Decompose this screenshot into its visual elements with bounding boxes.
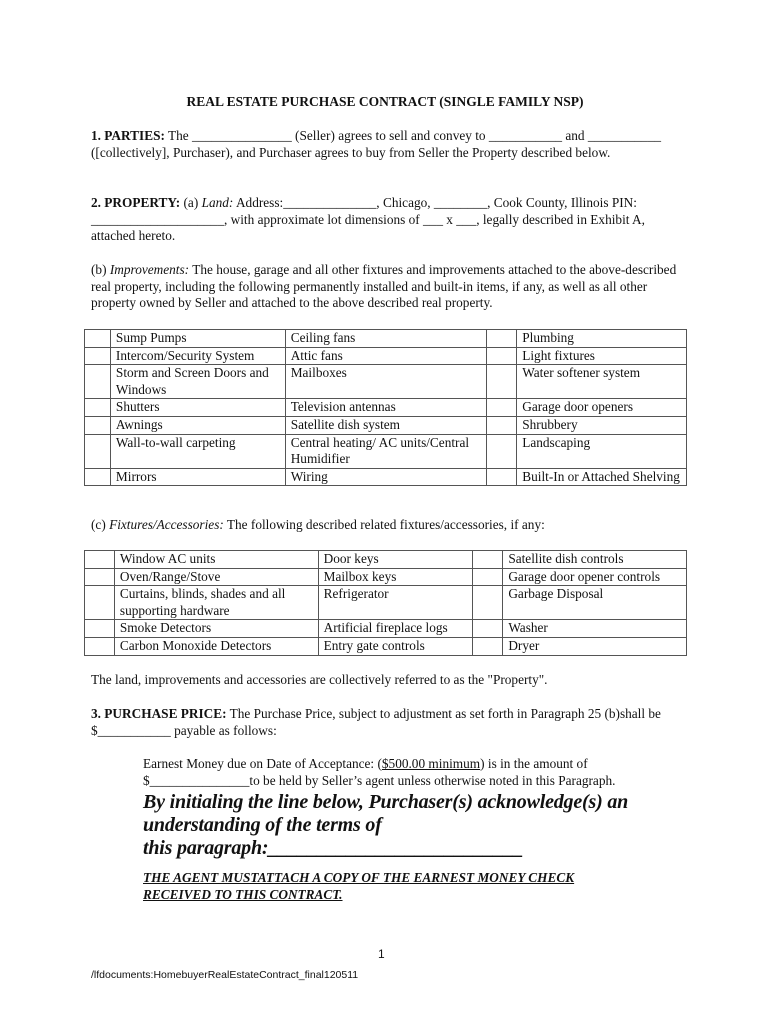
table-cell: Garbage Disposal xyxy=(503,586,687,620)
collective-text: The land, improvements and accessories are collectively referred to as the "Property". xyxy=(91,672,548,687)
blank-cell xyxy=(487,434,517,468)
earnest-money-text xyxy=(143,756,663,789)
agent-warning xyxy=(143,869,663,903)
blank-cell xyxy=(85,551,115,569)
blank-cell xyxy=(85,399,111,417)
property-land-section xyxy=(91,195,691,245)
table-cell: Satellite dish system xyxy=(285,416,487,434)
blank-cell xyxy=(85,586,115,620)
fixtures-table xyxy=(84,550,687,656)
table-cell: Garage door opener controls xyxy=(503,568,687,586)
table-cell: Garage door openers xyxy=(517,399,687,417)
table-cell: Oven/Range/Stove xyxy=(114,568,318,586)
fixtures-text: The following described related fixtures/accessories, if any: xyxy=(223,517,545,532)
table-cell: Carbon Monoxide Detectors xyxy=(114,637,318,655)
purchase-price-section xyxy=(91,706,691,739)
table-cell: Curtains, blinds, shades and all supporting hardware xyxy=(114,586,318,620)
table-row xyxy=(85,347,687,365)
table-cell: Light fixtures xyxy=(517,347,687,365)
earnest-prefix: Earnest Money due on Date of Acceptance: ( xyxy=(143,756,382,771)
initial-line-2: understanding of the terms of xyxy=(143,814,382,836)
purchase-price-heading: 3. PURCHASE PRICE: xyxy=(91,706,227,721)
blank-cell xyxy=(85,347,111,365)
table-cell: Shrubbery xyxy=(517,416,687,434)
table-cell: Ceiling fans xyxy=(285,330,487,348)
land-prefix: (a) xyxy=(180,195,202,210)
blank-cell xyxy=(85,468,111,486)
blank-cell xyxy=(487,330,517,348)
table-cell: Entry gate controls xyxy=(318,637,473,655)
document-title: REAL ESTATE PURCHASE CONTRACT (SINGLE FAMILY NSP) xyxy=(186,94,584,109)
initial-acknowledgement xyxy=(143,791,663,860)
blank-cell xyxy=(473,551,503,569)
table-cell: Smoke Detectors xyxy=(114,620,318,638)
table-cell: Window AC units xyxy=(114,551,318,569)
parties-text: The _______________ (Seller) agrees to sell and convey to ___________ and ___________ ([collectively], Purchaser), and Purchaser agrees to buy from Seller the Property described below. xyxy=(91,128,661,160)
blank-cell xyxy=(85,416,111,434)
table-cell: Mailbox keys xyxy=(318,568,473,586)
table-cell: Water softener system xyxy=(517,365,687,399)
initial-line-3: this paragraph:__________________________ xyxy=(143,837,524,859)
blank-cell xyxy=(487,399,517,417)
blank-cell xyxy=(473,620,503,638)
table-cell: Central heating/ AC units/Central Humidifier xyxy=(285,434,487,468)
table-cell: Wiring xyxy=(285,468,487,486)
blank-cell xyxy=(85,637,115,655)
blank-cell xyxy=(85,568,115,586)
initial-line-1: By initialing the line below, Purchaser(s) acknowledge(s) an xyxy=(143,791,629,813)
table-cell: Shutters xyxy=(110,399,285,417)
table-row xyxy=(85,568,687,586)
improvements-label: Improvements: xyxy=(109,262,190,277)
parties-heading: 1. PARTIES: xyxy=(91,128,165,143)
table-cell: Mirrors xyxy=(110,468,285,486)
table-cell: Dryer xyxy=(503,637,687,655)
table-cell: Built-In or Attached Shelving xyxy=(517,468,687,486)
blank-cell xyxy=(487,416,517,434)
table-row xyxy=(85,330,687,348)
property-improvements-section xyxy=(91,262,691,312)
table-cell: Satellite dish controls xyxy=(503,551,687,569)
table-row xyxy=(85,434,687,468)
property-heading: 2. PROPERTY: xyxy=(91,195,181,210)
blank-cell xyxy=(487,468,517,486)
table-row xyxy=(85,416,687,434)
table-cell: Sump Pumps xyxy=(110,330,285,348)
table-cell: Plumbing xyxy=(517,330,687,348)
improvements-table xyxy=(84,329,687,486)
table-row xyxy=(85,637,687,655)
table-cell: Attic fans xyxy=(285,347,487,365)
land-label: Land: xyxy=(201,195,234,210)
blank-cell xyxy=(473,586,503,620)
improvements-text: The house, garage and all other fixtures and improvements attached to the above-described real property, including the following permanently installed and built-in items, if any, as well as all other property owned by Seller and attached to the above described real property. xyxy=(91,262,677,310)
land-text: Address:______________, Chicago, ________, Cook County, Illinois PIN: ____________________, with approximate lot dimensions of ___ x ___, legally described in Exhibit A, attached hereto. xyxy=(91,195,645,243)
blank-cell xyxy=(473,637,503,655)
table-cell: Artificial fireplace logs xyxy=(318,620,473,638)
table-cell: Storm and Screen Doors and Windows xyxy=(110,365,285,399)
table-row xyxy=(85,586,687,620)
fixtures-prefix: (c) xyxy=(91,517,110,532)
blank-cell xyxy=(85,330,111,348)
table-cell: Mailboxes xyxy=(285,365,487,399)
fixtures-label: Fixtures/Accessories: xyxy=(109,517,224,532)
parties-section xyxy=(91,128,691,161)
improvements-prefix: (b) xyxy=(91,262,110,277)
blank-cell xyxy=(85,365,111,399)
blank-cell xyxy=(85,434,111,468)
fixtures-section xyxy=(91,517,691,534)
table-cell: Wall-to-wall carpeting xyxy=(110,434,285,468)
page-number: 1 xyxy=(378,947,385,961)
blank-cell xyxy=(487,365,517,399)
table-row xyxy=(85,620,687,638)
blank-cell xyxy=(487,347,517,365)
table-cell: Television antennas xyxy=(285,399,487,417)
purchase-price-text: The Purchase Price, subject to adjustment as set forth in Paragraph 25 (b)shall be $___________ payable as follows: xyxy=(91,706,661,738)
blank-cell xyxy=(85,620,115,638)
table-cell: Door keys xyxy=(318,551,473,569)
table-row xyxy=(85,551,687,569)
blank-cell xyxy=(473,568,503,586)
table-cell: Awnings xyxy=(110,416,285,434)
warning-line-1: THE AGENT MUSTATTACH A COPY OF THE EARNEST MONEY CHECK xyxy=(143,870,575,885)
table-cell: Intercom/Security System xyxy=(110,347,285,365)
table-cell: Washer xyxy=(503,620,687,638)
earnest-minimum: $500.00 minimum xyxy=(381,756,481,771)
table-row xyxy=(85,399,687,417)
table-row xyxy=(85,468,687,486)
footer-path: /lfdocuments:HomebuyerRealEstateContract_final120511 xyxy=(91,969,359,981)
warning-line-2: RECEIVED TO THIS CONTRACT. xyxy=(143,887,343,902)
earnest-suffix: ) is in the amount of $_______________to be held by Seller’s agent unless otherwise noted in this Paragraph. xyxy=(143,756,616,788)
table-row xyxy=(85,365,687,399)
table-cell: Landscaping xyxy=(517,434,687,468)
table-cell: Refrigerator xyxy=(318,586,473,620)
